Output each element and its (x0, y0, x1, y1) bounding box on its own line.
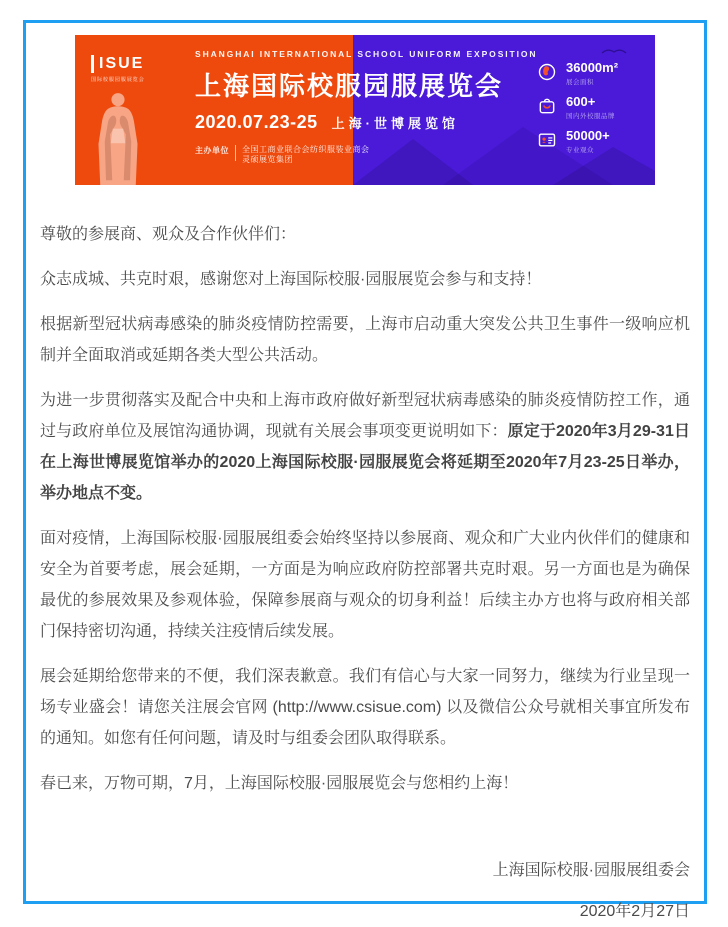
paragraph-reason: 面对疫情，上海国际校服·园服展组委会始终坚持以参展商、观众和广大业内伙伴们的健康和安全为首要考虑，展会延期，一方面是为响应政府防控部署共克时艰。另一方面也是为确保最优的参展效果及参观体验，保障参展商与观众的切身利益！后续主办方也将与政府相关部门保持密切沟通，持续关注疫情后续发展。 (40, 530, 690, 640)
stat-area-label: 展会面积 (566, 79, 594, 86)
organizer-label: 主办单位 (195, 146, 229, 155)
bird-decoration (601, 47, 627, 55)
notice-card (23, 20, 707, 920)
confucius-statue (81, 91, 155, 185)
paragraph-change-intro: 为进一步贯彻落实及配合中央和上海市政府做好新型冠状病毒感染的肺炎疫情防控工作，通过与政府单位及展馆沟通协调，现就有关展会事项变更说明如下： (40, 392, 690, 440)
banner-title-block (195, 49, 537, 165)
stat-area-value: 36000m² (566, 60, 619, 75)
stat-area (537, 61, 618, 86)
stat-visitors (537, 129, 618, 154)
organizer-divider (235, 145, 236, 161)
banner-date: 2020.07.23-25 (195, 112, 318, 132)
expo-banner (75, 35, 655, 185)
stat-brands (537, 95, 618, 120)
shopping-bag-icon (537, 96, 557, 116)
paragraph-closing: 春已来，万物可期，7月，上海国际校服·园服展览会与您相约上海！ (40, 775, 519, 792)
expo-logo-text: ISUE (91, 55, 154, 73)
expo-logo (91, 55, 154, 84)
paragraph-change (40, 385, 690, 509)
stat-visitors-label: 专业观众 (566, 147, 594, 154)
organizer-name-1: 全国工商业联合会纺织服装业商会 (242, 145, 370, 154)
banner-venue: 上海·世博展览馆 (331, 116, 459, 131)
stat-brands-value: 600+ (566, 94, 596, 109)
paragraph-change-bold: 原定于2020年3月29-31日在上海世博展览馆举办的2020上海国际校服·园服展览会将延期至2020年7月23-25日举办，举办地点不变。 (40, 423, 690, 502)
salutation: 尊敬的参展商、观众及合作伙伴们： (40, 226, 297, 243)
signature-date: 2020年2月27日 (579, 903, 690, 920)
banner-title-en: SHANGHAI INTERNATIONAL SCHOOL UNIFORM EXPOSITION (195, 49, 538, 59)
expo-logo-subtext: 国际校服园服展览会 (91, 77, 145, 83)
banner-stats (537, 61, 618, 163)
id-card-icon (537, 130, 557, 150)
paragraph-apology: 展会延期给您带来的不便，我们深表歉意。我们有信心与大家一同努力，继续为行业呈现一场专业盛会！请您关注展会官网 (http://www.csisue.com) 以及微信公众号就相关事宜所发布的通知。如您有任何问题，请及时与组委会团队取得联系。 (40, 668, 690, 747)
banner-title-zh: 上海国际校服园服展览会 (195, 71, 504, 101)
organizer-name-2: 灵硕展览集团 (242, 155, 293, 164)
paragraph-thanks: 众志成城、共克时艰，感谢您对上海国际校服·园服展览会参与和支持！ (40, 271, 542, 288)
banner-date-row (195, 112, 537, 133)
globe-icon (537, 62, 557, 82)
letter-body (40, 219, 690, 927)
paragraph-background: 根据新型冠状病毒感染的肺炎疫情防控需要，上海市启动重大突发公共卫生事件一级响应机制并全面取消或延期各类大型公共活动。 (40, 316, 690, 364)
stat-brands-label: 国内外校服品牌 (566, 113, 615, 120)
signature: 上海国际校服·园服展组委会 (492, 862, 690, 879)
stat-visitors-value: 50000+ (566, 128, 610, 143)
banner-organizer (195, 145, 537, 165)
